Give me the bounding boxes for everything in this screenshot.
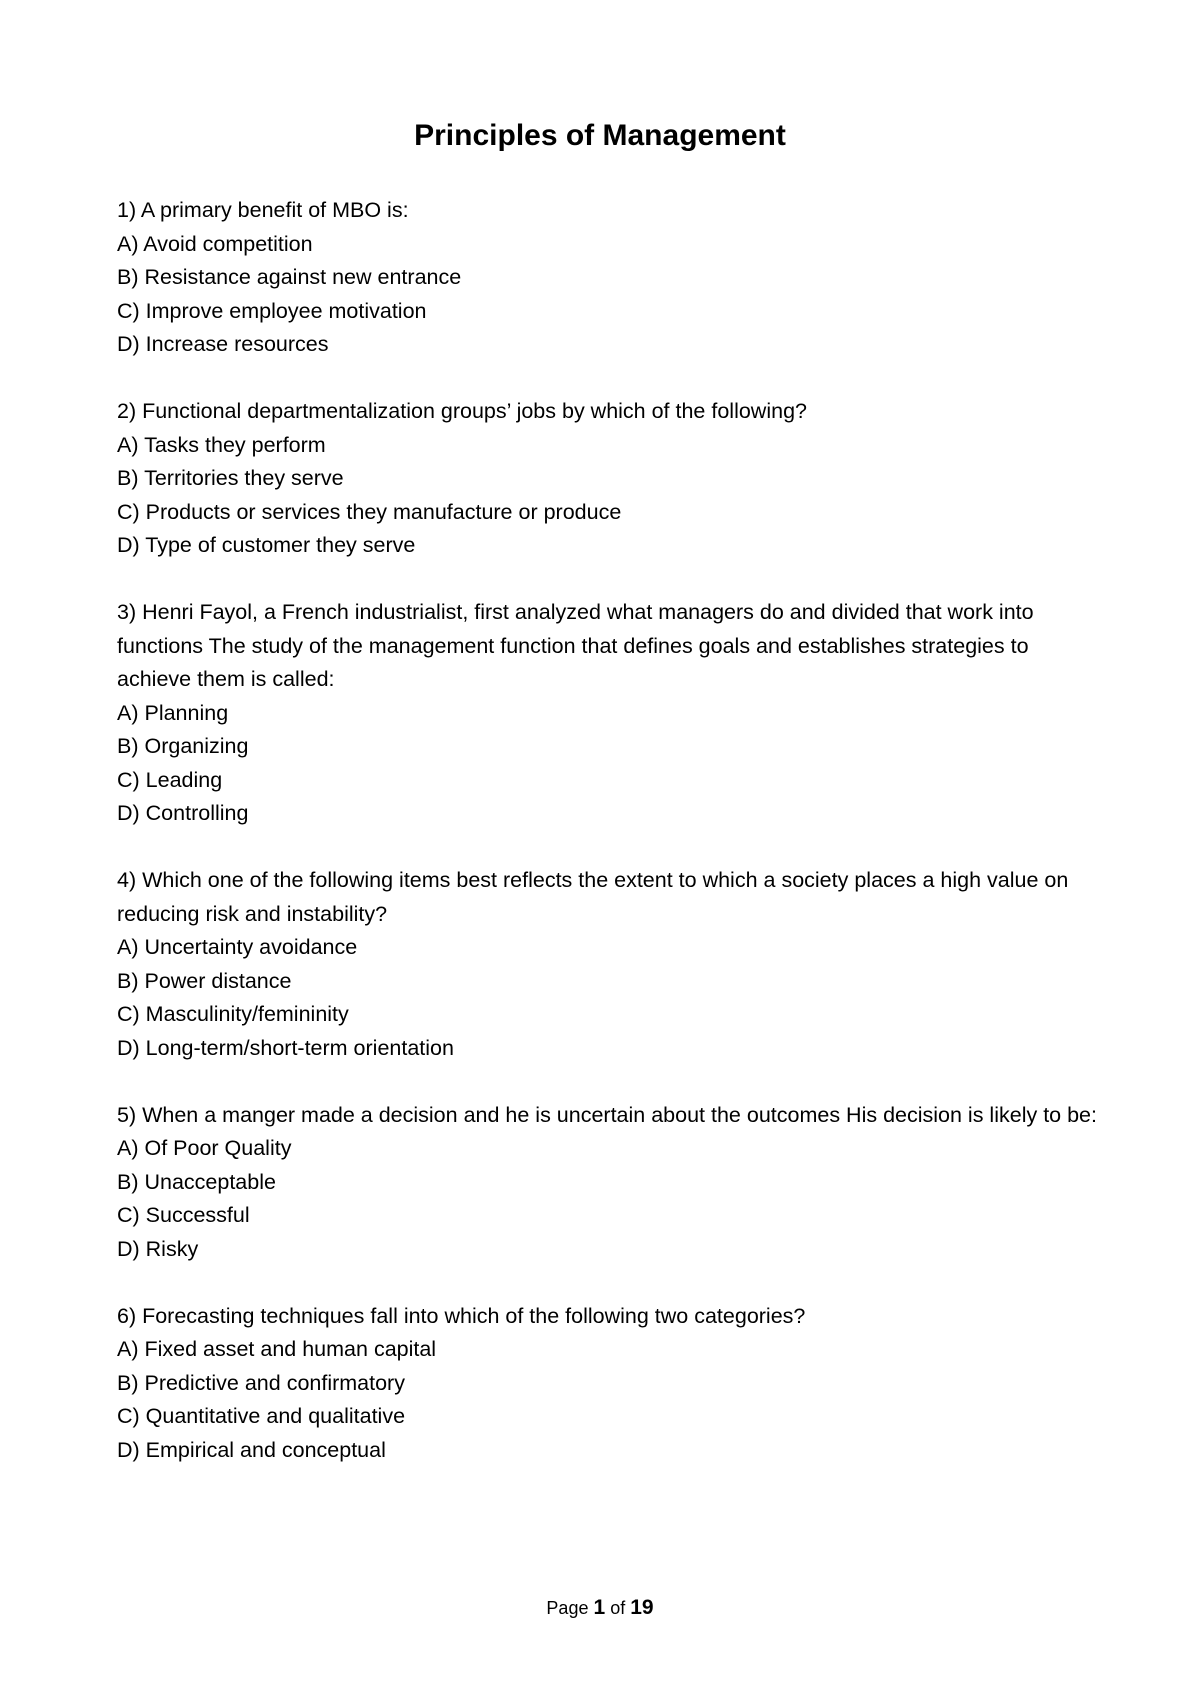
option-d: D) Controlling bbox=[117, 801, 249, 825]
document-title: Principles of Management bbox=[414, 119, 786, 152]
option-b: B) Resistance against new entrance bbox=[117, 265, 462, 289]
question-5 bbox=[117, 1099, 1097, 1267]
question-3 bbox=[117, 596, 1097, 831]
question-text: 1) A primary benefit of MBO is: bbox=[117, 198, 409, 222]
page-label: Page bbox=[546, 1598, 589, 1618]
question-6 bbox=[117, 1300, 1097, 1468]
option-d: D) Type of customer they serve bbox=[117, 533, 416, 557]
option-c: C) Quantitative and qualitative bbox=[117, 1404, 406, 1428]
option-c: C) Leading bbox=[117, 767, 223, 792]
option-d: D) Increase resources bbox=[117, 332, 329, 356]
option-c: C) Improve employee motivation bbox=[117, 298, 427, 323]
question-1 bbox=[117, 194, 1097, 362]
option-a: A) Planning bbox=[117, 700, 229, 725]
total-pages: 19 bbox=[630, 1596, 654, 1619]
option-a: A) Of Poor Quality bbox=[117, 1136, 292, 1160]
of-label: of bbox=[610, 1598, 626, 1618]
option-b: B) Predictive and confirmatory bbox=[117, 1370, 405, 1395]
question-text: 3) Henri Fayol, a French industrialist, first analyzed what managers do and divided that work into functions The study of the management function that defines goals and establishes strategies to achieve them is called: bbox=[117, 600, 1034, 691]
question-text: 2) Functional departmentalization groups’ jobs by which of the following? bbox=[117, 399, 807, 423]
option-d: D) Long-term/short-term orientation bbox=[117, 1035, 454, 1060]
question-4 bbox=[117, 864, 1097, 1065]
option-b: B) Organizing bbox=[117, 734, 249, 758]
option-c: C) Masculinity/femininity bbox=[117, 1002, 349, 1026]
option-a: A) Avoid competition bbox=[117, 231, 313, 256]
option-a: A) Fixed asset and human capital bbox=[117, 1337, 437, 1361]
option-c: C) Successful bbox=[117, 1203, 250, 1227]
option-b: B) Power distance bbox=[117, 968, 292, 993]
option-a: A) Tasks they perform bbox=[117, 432, 326, 457]
option-d: D) Risky bbox=[117, 1236, 199, 1261]
option-b: B) Territories they serve bbox=[117, 466, 344, 490]
question-text: 6) Forecasting techniques fall into which of the following two categories? bbox=[117, 1303, 806, 1328]
option-a: A) Uncertainty avoidance bbox=[117, 935, 358, 959]
question-list bbox=[117, 194, 1097, 1501]
option-c: C) Products or services they manufacture or produce bbox=[117, 499, 622, 524]
option-b: B) Unacceptable bbox=[117, 1169, 276, 1194]
question-text: 4) Which one of the following items best reflects the extent to which a society places a high value on reducing risk and instability? bbox=[117, 868, 1069, 926]
question-text: 5) When a manger made a decision and he is uncertain about the outcomes His decision is likely to be: bbox=[117, 1102, 1097, 1127]
question-2 bbox=[117, 395, 1097, 563]
page-number: 1 bbox=[593, 1596, 606, 1619]
page-footer bbox=[0, 1596, 1200, 1620]
option-d: D) Empirical and conceptual bbox=[117, 1437, 386, 1462]
